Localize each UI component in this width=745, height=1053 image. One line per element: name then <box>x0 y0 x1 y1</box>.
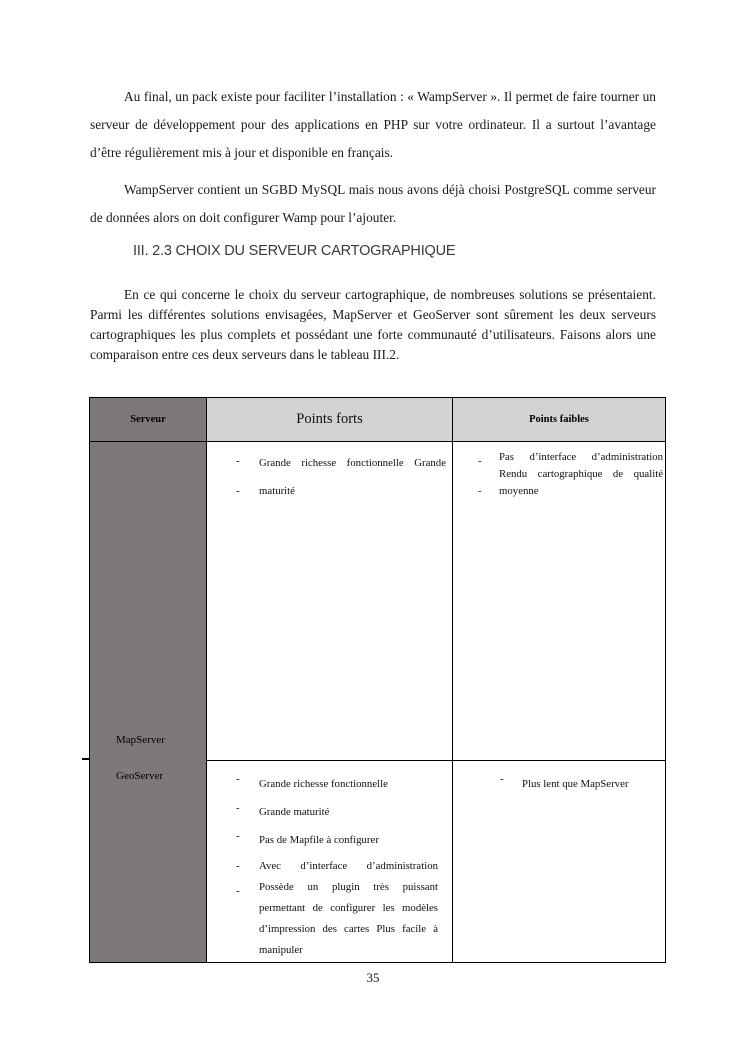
list-item-text: Grande maturité <box>259 806 330 818</box>
comparison-table <box>89 397 666 963</box>
row-label-geoserver: GeoServer <box>116 770 164 782</box>
list-item-text: Pas d’interface d’administration Rendu cartographique de qualité moyenne <box>499 451 663 497</box>
list-item-text: Pas de Mapfile à configurer <box>259 834 379 846</box>
bullet-dash: - <box>478 455 482 467</box>
paragraph-wampserver-intro: Au final, un pack existe pour faciliter l’installation : « WampServer ». Il permet de faire tourner un serveur de développement pour des applications en PHP sur votre ordinateur. Il a surtout l’avantage d’être régulièrement mis à jour et disponible en français. <box>90 89 656 160</box>
column-header-serveur: Serveur <box>130 414 166 425</box>
list-item-text: Grande richesse fonctionnelle <box>259 778 388 790</box>
cell-geoserver-points-forts <box>206 761 452 962</box>
page-number: 35 <box>366 970 380 985</box>
bullet-dash: - <box>236 860 240 872</box>
row-label-mapserver: MapServer <box>116 734 165 746</box>
bullet-dash: - <box>236 773 240 785</box>
cell-mapserver-points-forts <box>206 442 452 760</box>
bullet-dash: - <box>236 455 240 467</box>
bullet-dash: - <box>236 485 240 497</box>
section-heading: III. 2.3 CHOIX DU SERVEUR CARTOGRAPHIQUE <box>133 243 456 259</box>
divider-tick <box>82 758 90 760</box>
list-item-text: Plus lent que MapServer <box>522 778 629 790</box>
column-header-points-faibles: Points faibles <box>529 414 589 425</box>
cell-geoserver-points-faibles <box>453 761 665 962</box>
cell-mapserver-points-faibles <box>453 442 665 760</box>
bullet-dash: - <box>236 885 240 897</box>
bullet-dash: - <box>236 802 240 814</box>
list-item-text: Grande richesse fonctionnelle Grande maturité <box>259 457 446 497</box>
bullet-dash: - <box>500 773 504 785</box>
bullet-dash: - <box>236 830 240 842</box>
paragraph-choix-serveur: En ce qui concerne le choix du serveur cartographique, de nombreuses solutions se présentaient. Parmi les différentes solutions envisagées, MapServer et GeoServer sont sûrement les deux serveurs cartographiques les plus complets et possédant une forte communauté d’utilisateurs. Faisons alors une comparaison entre ces deux serveurs dans le tableau III.2. <box>90 287 656 362</box>
paragraph-wampserver-mysql: WampServer contient un SGBD MySQL mais nous avons déjà choisi PostgreSQL comme serveur de données alors on doit configurer Wamp pour l’ajouter. <box>90 182 656 225</box>
column-header-points-forts: Points forts <box>296 411 363 427</box>
list-item-text: Avec d’interface d’administration Possède un plugin très puissant permettant de configurer les modèles d’impression des cartes Plus facile à manipuler <box>259 860 438 956</box>
bullet-dash: - <box>478 485 482 497</box>
server-column-background <box>90 442 206 962</box>
